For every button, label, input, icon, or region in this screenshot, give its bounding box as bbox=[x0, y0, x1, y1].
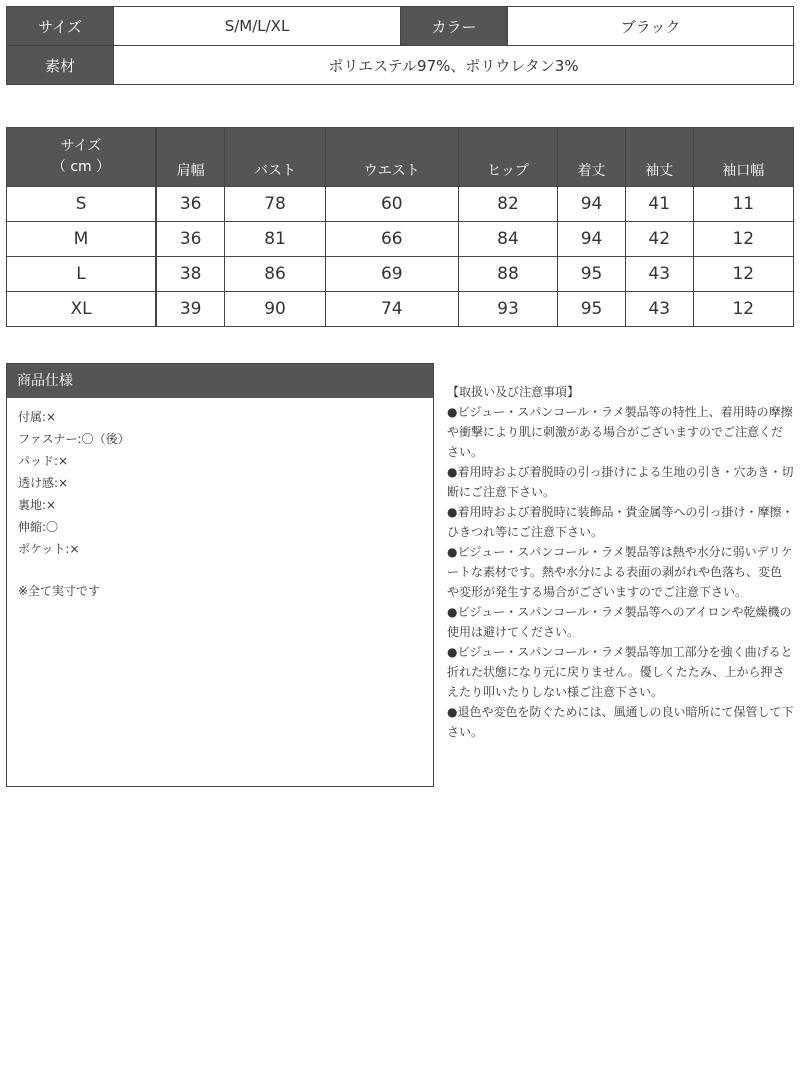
table-cell: 12 bbox=[693, 292, 793, 327]
table-cell: 60 bbox=[325, 187, 458, 222]
table-cell: 74 bbox=[325, 292, 458, 327]
table-cell: 84 bbox=[458, 222, 557, 257]
table-cell: 94 bbox=[558, 187, 626, 222]
table-cell: 38 bbox=[156, 257, 225, 292]
size-header-label: サイズ bbox=[60, 138, 102, 154]
table-cell: 43 bbox=[625, 257, 693, 292]
list-item: ●退色や変色を防ぐためには、風通しの良い暗所にて保管して下さい。 bbox=[447, 705, 794, 739]
material-value: ポリエステル97%、ポリウレタン3% bbox=[114, 46, 794, 85]
product-info-table bbox=[6, 6, 794, 85]
table-cell: 94 bbox=[558, 222, 626, 257]
list-item: ●着用時および着脱時に装飾品・貴金属等への引っ掛け・摩擦・ひきつれ等にご注意下さい。 bbox=[447, 505, 794, 539]
column-header-length: 着丈 bbox=[558, 128, 626, 187]
row-size-label: M bbox=[7, 222, 157, 257]
list-item: ●着用時および着脱時の引っ掛けによる生地の引き・穴あき・切断にご注意下さい。 bbox=[447, 465, 794, 499]
size-chart-table bbox=[6, 127, 794, 327]
care-notes bbox=[447, 382, 794, 742]
list-item: ●ビジュー・スパンコール・ラメ製品等の特性上、着用時の摩擦や衝撃により肌に刺激がある場合がございますのでご注意ください。 bbox=[447, 405, 793, 459]
table-cell: 78 bbox=[225, 187, 325, 222]
spec-sheerness: 透け感:× bbox=[18, 476, 69, 490]
table-row bbox=[7, 292, 794, 327]
size-value: S/M/L/XL bbox=[114, 7, 401, 46]
table-cell: 12 bbox=[693, 222, 793, 257]
table-cell: 90 bbox=[225, 292, 325, 327]
list-item: ●ビジュー・スパンコール・ラメ製品等へのアイロンや乾燥機の使用は避けてください。 bbox=[447, 605, 792, 639]
column-header-sleeve-length: 袖丈 bbox=[625, 128, 693, 187]
spec-pocket: ポケット:× bbox=[18, 542, 80, 556]
size-label: サイズ bbox=[7, 7, 114, 46]
table-cell: 39 bbox=[156, 292, 225, 327]
table-cell: 86 bbox=[225, 257, 325, 292]
table-cell: 11 bbox=[693, 187, 793, 222]
row-size-label: L bbox=[7, 257, 157, 292]
material-label: 素材 bbox=[7, 46, 114, 85]
list-item: ●ビジュー・スパンコール・ラメ製品等は熱や水分に弱いデリケートな素材です。熱や水分による表面の剥がれや色落ち、変色や変形が発生する場合がございますのでご注意下さい。 bbox=[447, 545, 793, 599]
table-cell: 69 bbox=[325, 257, 458, 292]
size-chart-header-row bbox=[7, 128, 794, 187]
color-label: カラー bbox=[401, 7, 508, 46]
column-header-waist: ウエスト bbox=[325, 128, 458, 187]
table-cell: 93 bbox=[458, 292, 557, 327]
info-row-material bbox=[7, 46, 794, 85]
spec-lining: 裏地:× bbox=[18, 498, 57, 512]
spec-padding: パッド:× bbox=[18, 454, 69, 468]
column-header-cuff-width: 袖口幅 bbox=[693, 128, 793, 187]
table-cell: 43 bbox=[625, 292, 693, 327]
size-chart-corner-header bbox=[7, 128, 157, 187]
row-size-label: S bbox=[7, 187, 157, 222]
spec-list bbox=[7, 398, 433, 560]
table-cell: 36 bbox=[156, 222, 225, 257]
table-cell: 12 bbox=[693, 257, 793, 292]
table-cell: 95 bbox=[558, 292, 626, 327]
spec-title: 商品仕様 bbox=[7, 364, 433, 398]
table-cell: 82 bbox=[458, 187, 557, 222]
size-header-unit: （ cm ） bbox=[51, 159, 111, 175]
column-header-shoulder: 肩幅 bbox=[156, 128, 225, 187]
table-row bbox=[7, 222, 794, 257]
table-row bbox=[7, 257, 794, 292]
spec-fastener: ファスナー:〇（後） bbox=[18, 432, 130, 446]
table-cell: 81 bbox=[225, 222, 325, 257]
table-cell: 42 bbox=[625, 222, 693, 257]
row-size-label: XL bbox=[7, 292, 157, 327]
table-cell: 88 bbox=[458, 257, 557, 292]
table-cell: 41 bbox=[625, 187, 693, 222]
color-value: ブラック bbox=[508, 7, 794, 46]
column-header-hip: ヒップ bbox=[458, 128, 557, 187]
table-cell: 36 bbox=[156, 187, 225, 222]
care-notes-title: 【取扱い及び注意事項】 bbox=[447, 385, 580, 399]
spec-accessories: 付属:× bbox=[18, 410, 57, 424]
table-cell: 66 bbox=[325, 222, 458, 257]
product-spec-box bbox=[6, 363, 434, 787]
list-item: ●ビジュー・スパンコール・ラメ製品等加工部分を強く曲げると折れた状態になり元に戻りません。優しくたたみ、上から押さえたり叩いたりしない様ご注意下さい。 bbox=[447, 645, 793, 699]
info-row-size-color bbox=[7, 7, 794, 46]
spec-measurement-note: ※全て実寸です bbox=[18, 584, 101, 598]
column-header-bust: バスト bbox=[225, 128, 325, 187]
table-cell: 95 bbox=[558, 257, 626, 292]
spec-stretch: 伸縮:〇 bbox=[18, 520, 59, 534]
table-row bbox=[7, 187, 794, 222]
